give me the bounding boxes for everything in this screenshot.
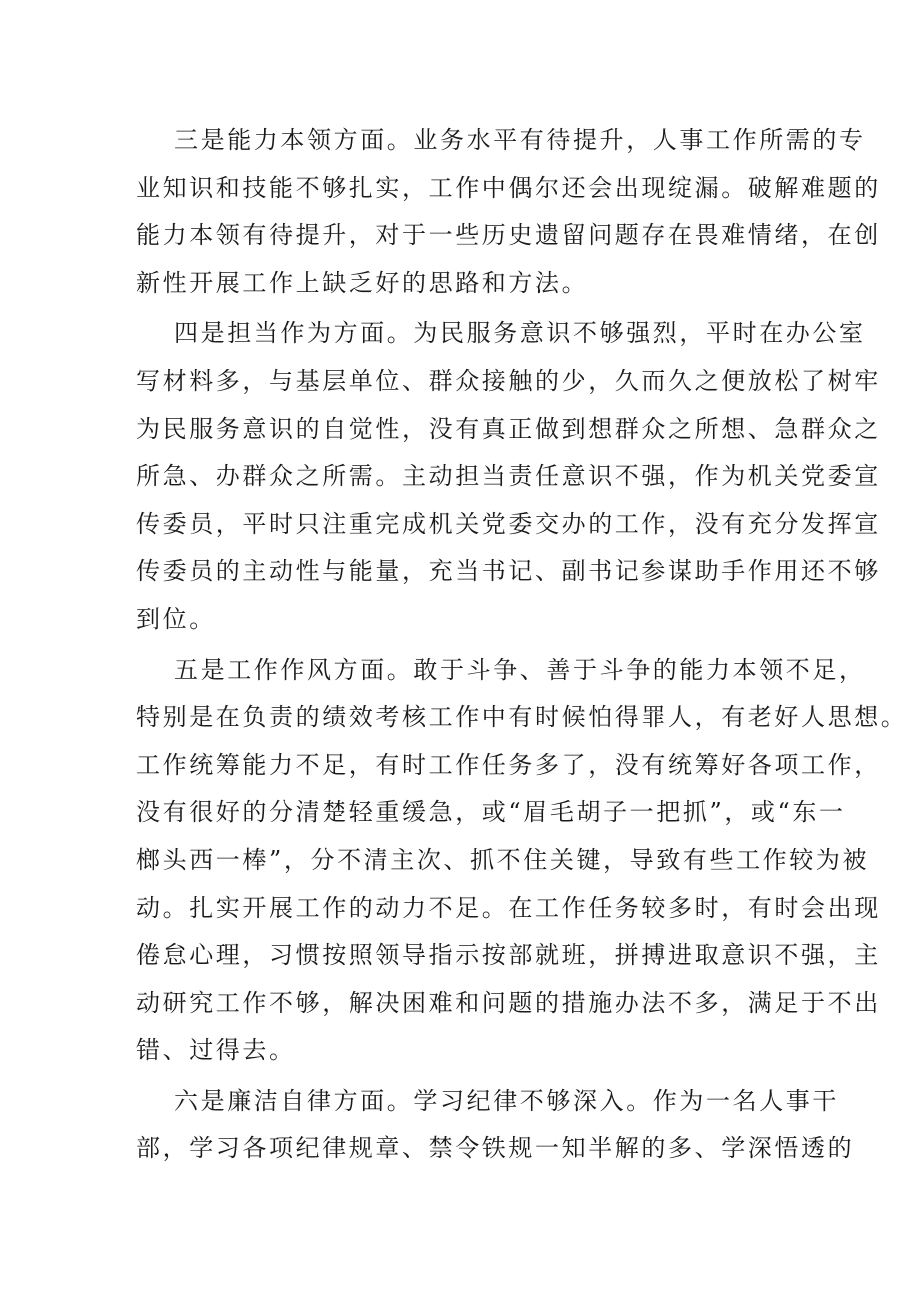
text-line: 部，学习各项纪律规章、禁令铁规一知半解的多、学深悟透的 — [136, 1134, 855, 1163]
text-line: 错、过得去。 — [136, 1036, 296, 1065]
paragraph-integrity — [136, 1078, 855, 1173]
text-line: 动研究工作不够，解决困难和问题的措施办法不多，满足于不出 — [136, 988, 881, 1017]
text-line: 写材料多，与基层单位、群众接触的少，久而久之便放松了树牢 — [136, 366, 881, 395]
text-line: 工作统筹能力不足，有时工作任务多了，没有统筹好各项工作， — [136, 750, 881, 779]
text-line: 能力本领有待提升，对于一些历史遗留问题存在畏难情绪，在创 — [136, 221, 881, 250]
paragraph-responsibility — [136, 310, 881, 643]
text-line: 倦怠心理，习惯按照领导指示按部就班，拼搏进取意识不强，主 — [136, 941, 881, 970]
text-line: 特别是在负责的绩效考核工作中有时候怕得罪人，有老好人思想。 — [136, 703, 908, 732]
text-line: 六是廉洁自律方面。学习纪律不够深入。作为一名人事干 — [174, 1086, 839, 1115]
paragraph-ability — [136, 117, 881, 307]
text-line: 业知识和技能不够扎实，工作中偶尔还会出现绽漏。破解难题的 — [136, 173, 881, 202]
text-line: 传委员，平时只注重完成机关党委交办的工作，没有充分发挥宣 — [136, 509, 881, 538]
text-line: 榔头西一棒”，分不清主次、抓不住关键，导致有些工作较为被 — [136, 845, 870, 874]
text-line: 动。扎实开展工作的动力不足。在工作任务较多时，有时会出现 — [136, 893, 881, 922]
text-line: 新性开展工作上缺乏好的思路和方法。 — [136, 268, 589, 297]
document-body — [136, 117, 908, 1176]
text-line: 四是担当作为方面。为民服务意识不够强烈，平时在办公室 — [174, 319, 866, 348]
text-line: 没有很好的分清楚轻重缓急，或“眉毛胡子一把抓”，或“东一 — [136, 798, 846, 827]
text-line: 为民服务意识的自觉性，没有真正做到想群众之所想、急群众之 — [136, 414, 881, 443]
text-line: 到位。 — [136, 604, 216, 633]
paragraph-work-style — [136, 647, 908, 1075]
text-line: 三是能力本领方面。业务水平有待提升，人事工作所需的专 — [174, 126, 866, 154]
text-line: 传委员的主动性与能量，充当书记、副书记参谋助手作用还不够 — [136, 557, 881, 586]
text-line: 五是工作作风方面。敢于斗争、善于斗争的能力本领不足， — [174, 655, 866, 684]
text-line: 所急、办群众之所需。主动担当责任意识不强，作为机关党委宣 — [136, 462, 881, 491]
